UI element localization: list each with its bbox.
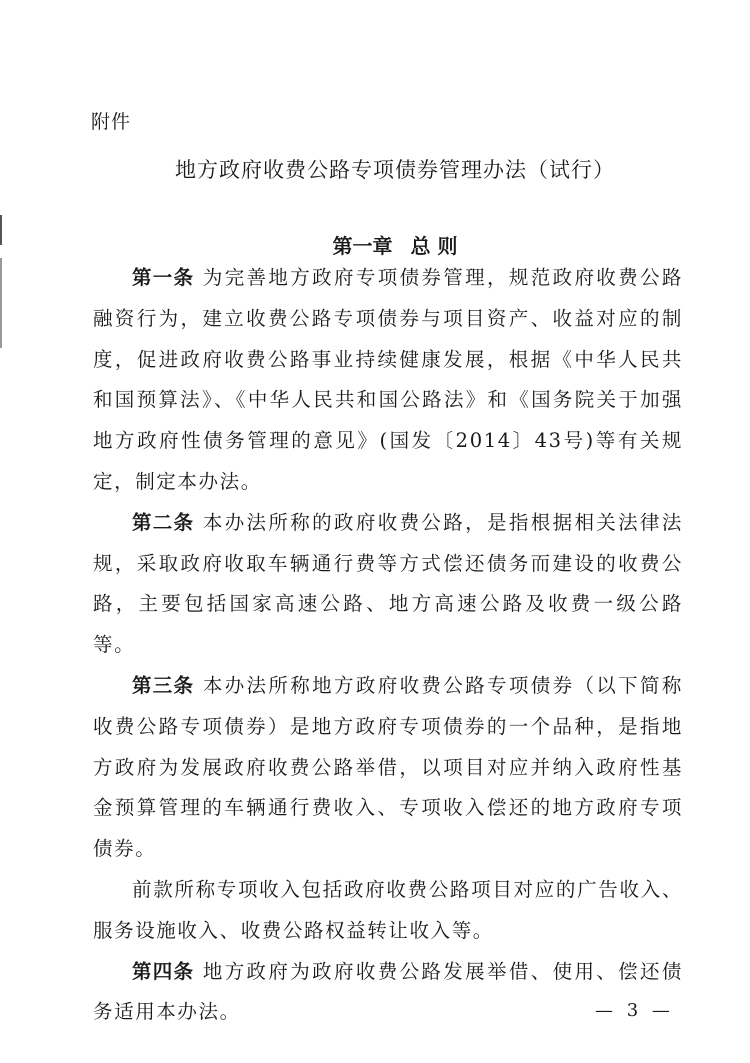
article-text: 地方政府为政府收费公路发展举借、使用、偿还债务适用本办法。 <box>93 959 683 1024</box>
chapter-name: 总 则 <box>410 234 458 258</box>
attachment-label: 附件 <box>91 111 132 133</box>
article-text: 本办法所称的政府收费公路，是指根据相关法律法规，采取政府收取车辆通行费等方式偿还债务而建设的收费公路，主要包括国家高速公路、地方高速公路及收费一级公路等。 <box>93 510 683 657</box>
article-label: 第二条 <box>132 510 195 534</box>
chapter-number: 第一章 <box>332 234 393 258</box>
scan-edge-mark <box>0 258 2 348</box>
article-label: 第三条 <box>132 673 195 697</box>
document-title: 地方政府收费公路专项债券管理办法（试行） <box>175 158 615 182</box>
article-label: 第一条 <box>132 266 195 289</box>
page-number: — 3 — <box>595 1000 674 1021</box>
article-3 <box>93 666 683 870</box>
article-text: 本办法所称地方政府收费公路专项债券（以下简称收费公路专项债券）是地方政府专项债券的一个品种，是指地方政府为发展政府收费公路举借，以项目对应并纳入政府性基金预算管理的车辆通行费收入、专项收入偿还的地方政府专项债券。 <box>93 673 683 861</box>
chapter-heading <box>0 230 750 259</box>
article-3-paragraph-2 <box>93 870 683 952</box>
document-body <box>93 258 683 1033</box>
article-2 <box>93 503 683 666</box>
article-label: 第四条 <box>132 959 195 983</box>
paragraph-text: 前款所称专项收入包括政府收费公路项目对应的广告收入、服务设施收入、收费公路权益转让收入等。 <box>93 877 683 942</box>
article-text: 为完善地方政府专项债券管理，规范政府收费公路融资行为，建立收费公路专项债券与项目资产、收益对应的制度，促进政府收费公路事业持续健康发展，根据《中华人民共和国预算法》、《中华人民共和国公路法》和《国务院关于加强地方政府性债务管理的意见》(国发〔2014〕43号)等有关规定，制定本办法。 <box>93 266 683 493</box>
article-1 <box>93 258 683 503</box>
